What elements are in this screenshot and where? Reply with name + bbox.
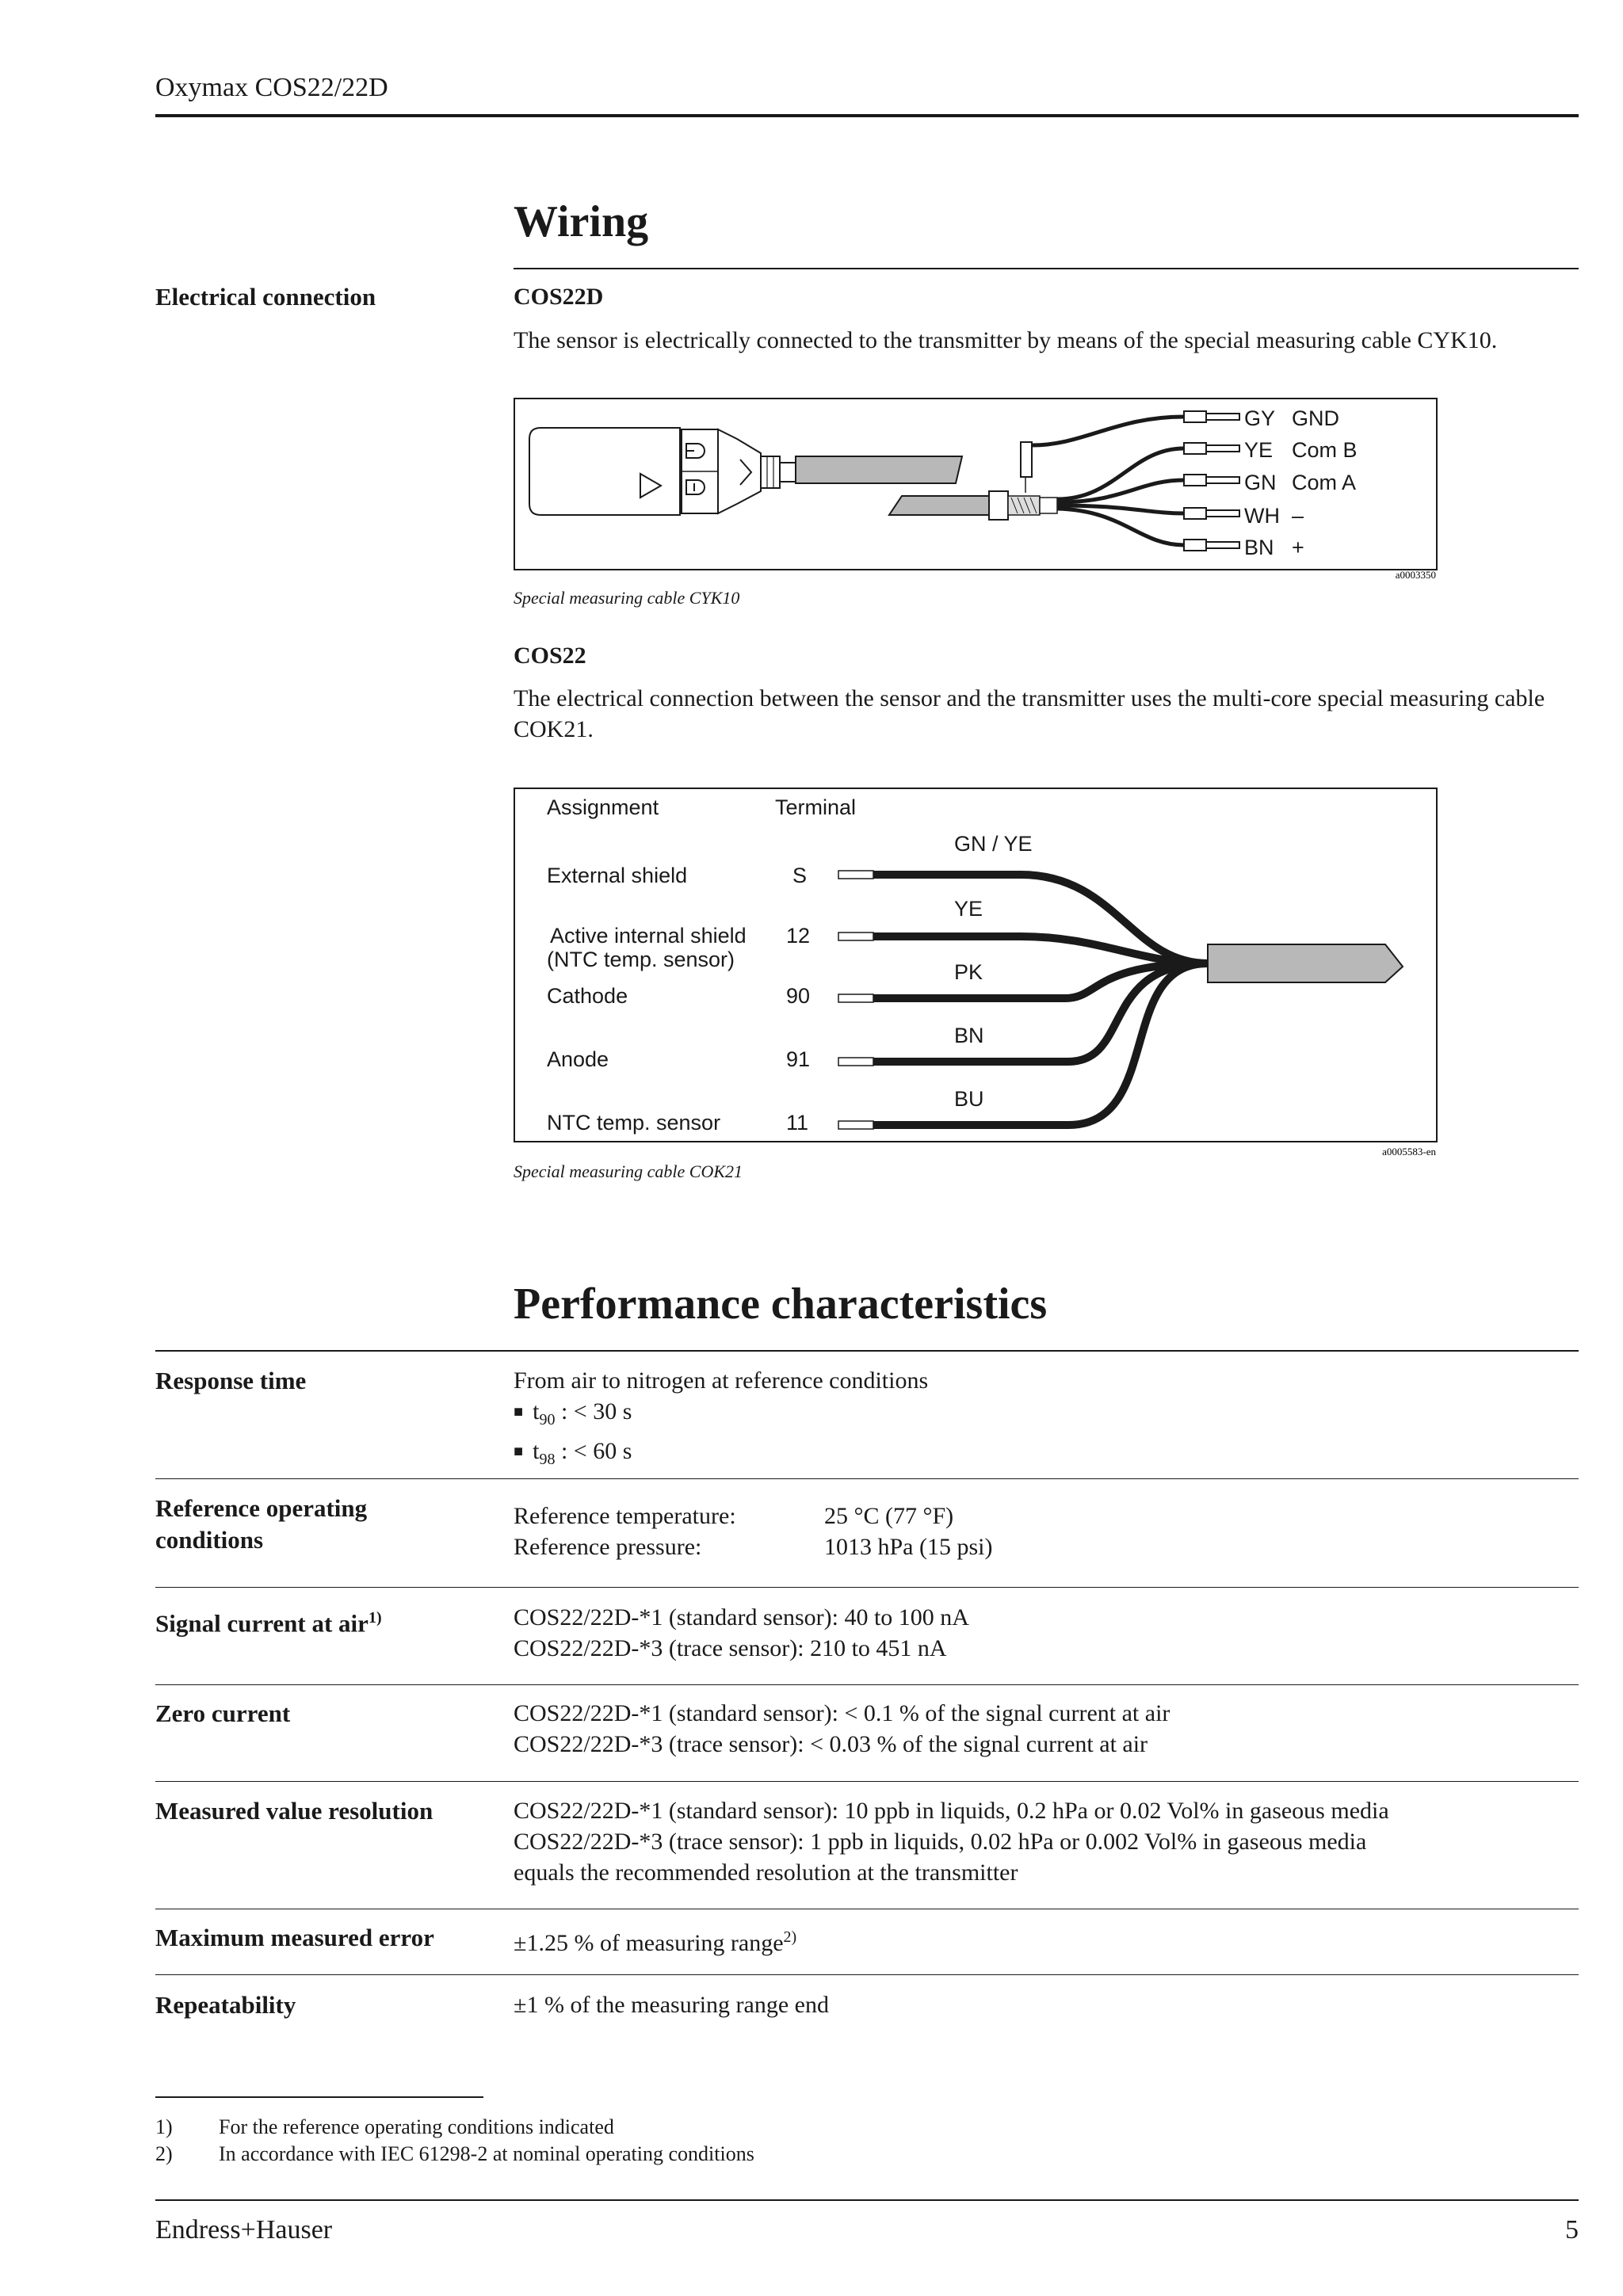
cos22d-subheading: COS22D	[514, 284, 604, 310]
cok21-assignment-1: Active internal shield	[550, 924, 747, 948]
response-time-value	[514, 1365, 1575, 1475]
row-divider	[155, 1587, 1579, 1588]
t90-value: : < 30 s	[555, 1398, 632, 1425]
cyk10-wire-signal-2: Com A	[1292, 471, 1357, 494]
cyk10-wire-signal-0: GND	[1292, 406, 1339, 430]
cos22-text: The electrical connection between the sensor and the transmitter uses the multi-core special measuring cable COK21.	[514, 685, 1545, 742]
zero-current-line1: COS22/22D-*1 (standard sensor): < 0.1 % of the signal current at air	[514, 1700, 1170, 1726]
cok21-caption: Special measuring cable COK21	[514, 1161, 743, 1181]
footnote-2-text: In accordance with IEC 61298-2 at nominal operating conditions	[219, 2142, 754, 2165]
t98-symbol: t	[533, 1438, 540, 1464]
cos22d-text: The sensor is electrically connected to the transmitter by means of the special measuring cable CYK10.	[514, 327, 1498, 353]
row-divider	[155, 1974, 1579, 1975]
cok21-assignment-2: Cathode	[547, 984, 628, 1008]
cok21-assignment-1b: (NTC temp. sensor)	[547, 948, 735, 971]
cyk10-caption: Special measuring cable CYK10	[514, 588, 740, 608]
reference-temperature-key: Reference temperature:	[514, 1503, 736, 1529]
reference-temperature-value: 25 °C (77 °F)	[824, 1503, 954, 1529]
footer-rule	[155, 2199, 1579, 2201]
cos22-subheading: COS22	[514, 643, 586, 669]
repeatability-label: Repeatability	[155, 1991, 296, 2019]
response-time-label: Response time	[155, 1367, 307, 1394]
cyk10-wire-color-0: GY	[1244, 406, 1276, 430]
reference-conditions-value	[514, 1501, 1575, 1562]
electrical-connection-label: Electrical connection	[155, 283, 376, 311]
cyk10-wire-color-3: WH	[1244, 504, 1280, 528]
cok21-terminal-2: 90	[786, 984, 811, 1008]
header-rule	[155, 114, 1579, 117]
footnote-1	[155, 2114, 614, 2141]
response-time-t90	[514, 1396, 1575, 1436]
t98-value: : < 60 s	[555, 1438, 632, 1464]
t98-subscript: 98	[539, 1451, 556, 1468]
cok21-figure-id: a0005583-en	[1382, 1146, 1436, 1158]
reference-pressure-key: Reference pressure:	[514, 1534, 702, 1560]
response-time-line1: From air to nitrogen at reference conditions	[514, 1367, 929, 1394]
resolution-line2: COS22/22D-*3 (trace sensor): 1 ppb in liquids, 0.02 hPa or 0.002 Vol% in gaseous media	[514, 1829, 1367, 1855]
zero-current-value	[514, 1698, 1575, 1760]
t90-symbol: t	[533, 1398, 540, 1425]
max-error-value	[514, 1922, 1575, 1958]
zero-current-line2: COS22/22D-*3 (trace sensor): < 0.03 % of the signal current at air	[514, 1731, 1148, 1757]
reference-conditions-label	[155, 1493, 488, 1556]
signal-current-value	[514, 1602, 1575, 1664]
performance-heading: Performance characteristics	[514, 1280, 1048, 1329]
footnote-2	[155, 2141, 754, 2168]
running-title: Oxymax COS22/22D	[155, 73, 388, 102]
cok21-terminal-0: S	[792, 864, 808, 887]
cyk10-figure-id: a0003350	[1395, 569, 1436, 578]
cok21-color-3: BN	[954, 1024, 984, 1047]
wiring-heading: Wiring	[514, 197, 649, 246]
footnote-2-number: 2)	[155, 2142, 173, 2165]
footnote-1-text: For the reference operating conditions indicated	[219, 2115, 614, 2138]
cok21-terminal-1: 12	[786, 924, 811, 948]
reference-label-line1: Reference operating	[155, 1494, 368, 1522]
col-assignment-label: Assignment	[547, 795, 659, 819]
signal-current-line2: COS22/22D-*3 (trace sensor): 210 to 451 nA	[514, 1635, 947, 1661]
footnote-rule	[155, 2096, 483, 2098]
footer-page-number: 5	[1565, 2215, 1579, 2245]
footnote-1-number: 1)	[155, 2115, 173, 2138]
reference-label-line2: conditions	[155, 1526, 264, 1554]
signal-current-label-text: Signal current at air	[155, 1609, 369, 1638]
cyk10-wire-signal-3: –	[1292, 504, 1304, 528]
cyk10-wire-color-1: YE	[1244, 438, 1274, 462]
cok21-color-2: PK	[954, 960, 983, 984]
max-error-text: ±1.25 % of measuring range	[514, 1930, 784, 1956]
cok21-color-0: GN / YE	[954, 832, 1033, 856]
cok21-cable-diagram	[514, 788, 1438, 1160]
performance-rule	[155, 1350, 1579, 1352]
cok21-color-1: YE	[954, 897, 983, 921]
cyk10-cable-diagram	[514, 398, 1438, 578]
resolution-label: Measured value resolution	[155, 1797, 433, 1825]
signal-current-line1: COS22/22D-*1 (standard sensor): 40 to 100 nA	[514, 1604, 969, 1630]
cok21-assignment-0: External shield	[547, 864, 688, 887]
col-terminal-label: Terminal	[775, 795, 857, 819]
max-error-label: Maximum measured error	[155, 1924, 434, 1951]
row-divider	[155, 1684, 1579, 1685]
max-error-footnote-ref: 2)	[783, 1928, 797, 1946]
cok21-color-4: BU	[954, 1087, 984, 1111]
resolution-line3: equals the recommended resolution at the transmitter	[514, 1859, 1018, 1886]
cok21-terminal-3: 91	[786, 1047, 811, 1071]
row-divider	[155, 1781, 1579, 1782]
cyk10-wire-signal-1: Com B	[1292, 438, 1358, 462]
t90-subscript: 90	[539, 1411, 556, 1428]
cable-jacket-icon	[1208, 944, 1403, 982]
signal-current-label	[155, 1602, 488, 1639]
zero-current-label: Zero current	[155, 1699, 291, 1727]
repeatability-value: ±1 % of the measuring range end	[514, 1992, 829, 2018]
reference-pressure-value: 1013 hPa (15 psi)	[824, 1534, 993, 1560]
resolution-value	[514, 1795, 1575, 1888]
footer-publisher: Endress+Hauser	[155, 2215, 333, 2245]
cyk10-wire-color-2: GN	[1244, 471, 1277, 494]
response-time-t98	[514, 1436, 1575, 1475]
cyk10-wire-signal-4: +	[1292, 536, 1304, 559]
cyk10-wire-color-4: BN	[1244, 536, 1274, 559]
signal-current-footnote-ref: 1)	[368, 1609, 382, 1627]
wiring-rule	[514, 268, 1579, 269]
row-divider	[155, 1478, 1579, 1479]
reference-temperature-row	[514, 1501, 1575, 1531]
cok21-terminal-4: 11	[786, 1111, 809, 1135]
reference-pressure-row	[514, 1531, 1575, 1562]
cok21-assignment-4: NTC temp. sensor	[547, 1111, 721, 1135]
resolution-line1: COS22/22D-*1 (standard sensor): 10 ppb in liquids, 0.2 hPa or 0.02 Vol% in gaseous media	[514, 1798, 1389, 1824]
cok21-assignment-3: Anode	[547, 1047, 609, 1071]
